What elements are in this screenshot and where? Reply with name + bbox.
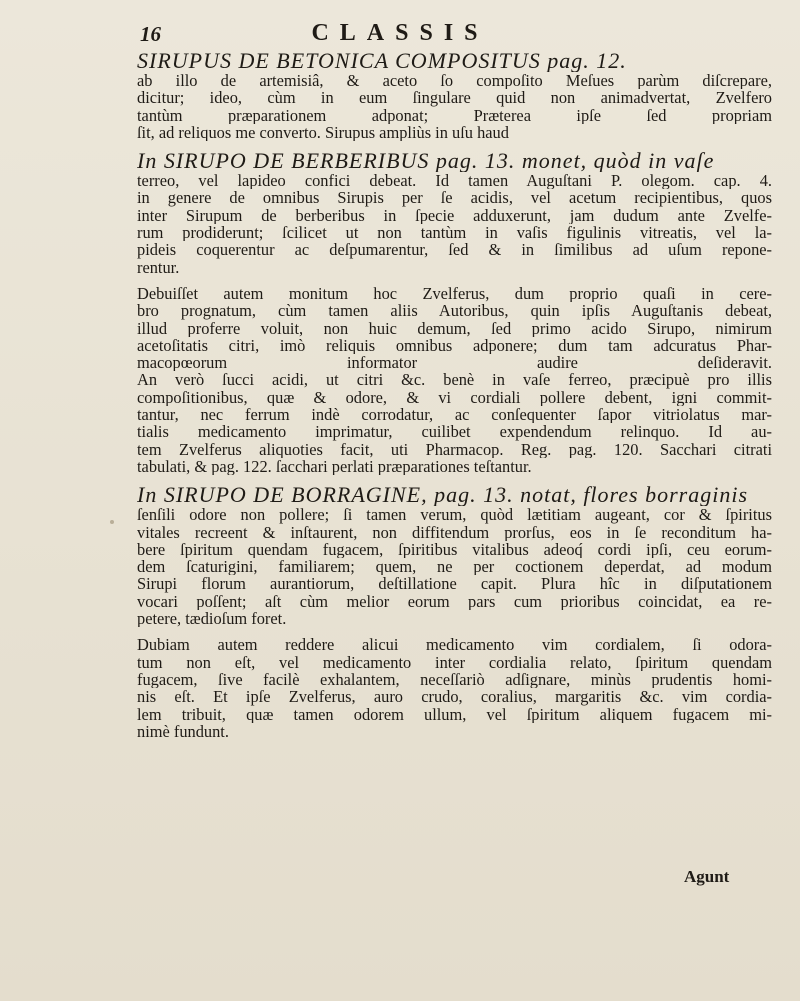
text-line: rentur. (137, 258, 180, 276)
text-line: Debuiſſet autem monitum hoc Zvelferus, dum proprio quaſi in cere- (137, 284, 772, 303)
text-line: ab illo de artemisiâ, & aceto ſo compoſito Meſues parùm diſcrepare, (137, 72, 772, 90)
text-line: vitales recreent & inſtaurent, non diffitendum prorſus, eos in ſe reconditum ha- (137, 523, 772, 541)
text-line: ſit, ad reliquos me converto. Sirupus ampliùs in uſu haud (137, 123, 509, 142)
text-line: tantùm præparationem adponat; Præterea ipſe ſed propriam (137, 106, 772, 124)
text-line: nimè fundunt. (137, 722, 229, 741)
section-gap (137, 276, 772, 285)
paper-stain (110, 520, 114, 524)
running-title: CLASSIS (311, 20, 489, 46)
text-line: inter Sirupum de berberibus in ſpecie adduxerunt, jam dudum ante Zvelfe- (137, 206, 772, 225)
text-line: nis eſt. Et ipſe Zvelferus, auro crudo, coralius, margaritis &c. vim cordia- (137, 688, 772, 706)
text-line: bro prognatum, cùm tamen aliis Autoribus, quin ipſis Auguſtanis debeat, (137, 302, 772, 320)
text-line: Sirupi florum aurantiorum, deſtillatione capit. Plura hîc in diſputationem (137, 575, 772, 593)
section-heading: In SIRUPO DE BORRAGINE, pag. 13. notat, flores borraginis (137, 484, 749, 507)
text-line: in genere de omnibus Sirupis per ſe acidis, vel acetum recipientibus, quos (137, 189, 772, 207)
section-gap (137, 475, 772, 484)
page-number: 16 (140, 22, 161, 46)
text-line: illud proferre voluit, non huic demum, ſed primo acido Sirupo, nimirum (137, 319, 772, 337)
text-line: tialis medicamento imprimatur, cuilibet expendendum relinquo. Id au- (137, 423, 772, 441)
text-line: compoſitionibus, quæ & odore, & vi cordiali pollere debent, igni commit- (137, 388, 772, 407)
text-line: terreo, vel lapideo confici debeat. Id tamen Auguſtani P. olegom. cap. 4. (137, 172, 772, 190)
text-line: tum non eſt, vel medicamento inter cordialia relato, ſpiritum quendam (137, 653, 772, 671)
text-line: An verò ſucci acidi, ut citri &c. benè in vaſe ferreo, præcipuè pro illis (137, 371, 772, 389)
text-line: rum prodiderunt; ſcilicet ut non tantùm in vaſis figulinis vitreatis, vel la- (137, 224, 772, 242)
text-line: petere, tædioſum foret. (137, 610, 287, 628)
text-line: bere ſpiritum quendam fugacem, ſpiritibus vitalibus adeoq́ cordi ipſi, ceu eorum- (137, 540, 772, 559)
text-line: tabulati, & pag. 122. ſacchari perlati præparationes teſtantur. (137, 457, 532, 476)
text-line: tantur, nec ferrum indè corrodatur, ac conſequenter ſapor vitriolatus mar- (137, 406, 772, 424)
text-line: vocari poſſent; aſt cùm melior eorum pars cum prioribus coincidat, ea re- (137, 592, 772, 611)
text-line: fugacem, ſive facilè exhalantem, neceſſariò adſignare, minùs prudentis homi- (137, 670, 772, 689)
text-line: dicitur; ideo, cùm in eum ſingulare quid non animadvertat, Zvelfero (137, 89, 772, 107)
text-line: Dubiam autem reddere alicui medicamento vim cordialem, ſi odora- (137, 636, 772, 654)
text-line: pideis coquerentur ac deſpumarentur, ſed & in ſimilibus ad uſum repone- (137, 241, 772, 259)
section-heading: In SIRUPO DE BERBERIBUS pag. 13. monet, quòd in vaſe (137, 150, 715, 173)
section-gap (137, 627, 772, 636)
section-heading: SIRUPUS DE BETONICA COMPOSITUS pag. 12. (137, 50, 627, 72)
body-text (137, 50, 772, 740)
section-gap (137, 141, 772, 150)
text-line: acetoſitatis citri, imò reliquis omnibus adponere; dum tam adcuratus Phar- (137, 336, 772, 355)
text-line: macopœorum informator audire deſideravit. (137, 354, 772, 372)
catchword: Agunt (684, 867, 730, 886)
text-line: dem ſcaturigini, familiarem; quem, ne per coctionem deperdat, ad modum (137, 558, 772, 576)
text-line: lem tribuit, quæ tamen odorem ullum, vel ſpiritum aliquem fugacem mi- (137, 705, 772, 723)
text-line: ſenſili odore non pollere; ſi tamen verum, quòd lætitiam augeant, cor & ſpiritus (137, 506, 772, 524)
text-line: tem Zvelferus aliquoties facit, uti Pharmacop. Reg. pag. 120. Sacchari citrati (137, 440, 772, 458)
